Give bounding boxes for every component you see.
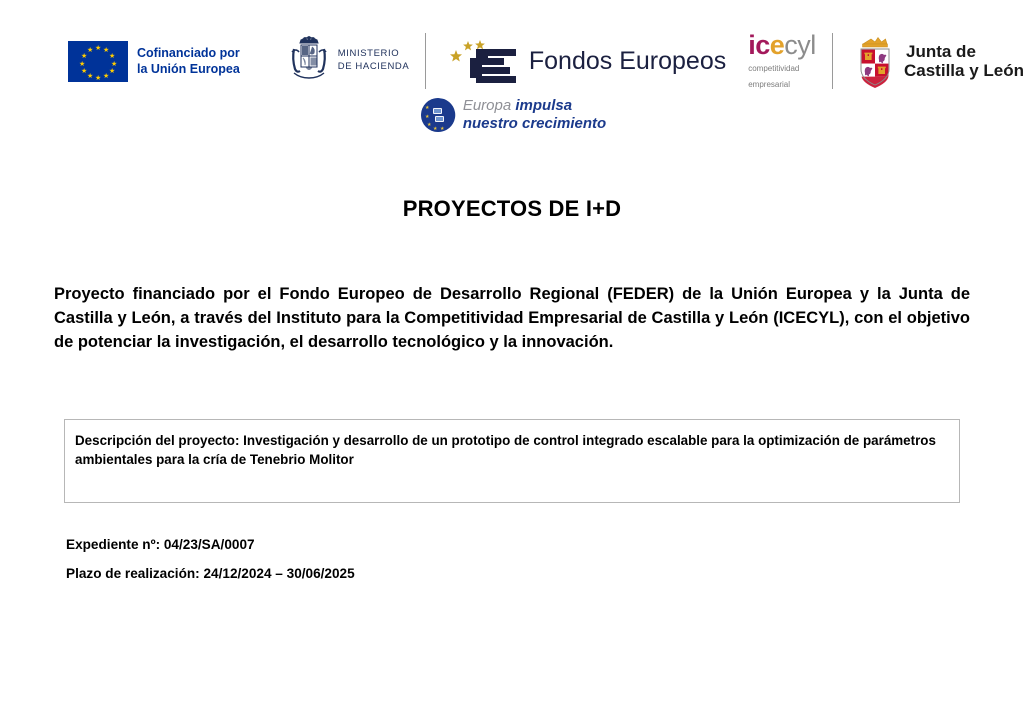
eu-logo [68, 41, 240, 82]
icecyl-logo [748, 29, 816, 91]
fondos-europeos-logo [446, 36, 726, 86]
icecyl-tagline-line1: competitividad [748, 63, 800, 73]
castilla-y-leon-shield-icon [853, 34, 897, 88]
ministerio-line1: MINISTERIO [337, 48, 400, 60]
spanish-coat-of-arms-icon [288, 35, 330, 87]
european-union-flag-icon: ★ ★ ★ ★ ★ ★ ★ ★ ★ ★ ★ ★ [68, 41, 128, 82]
icecyl-part-ic: ic [748, 29, 770, 60]
intro-paragraph: Proyecto financiado por el Fondo Europeo de Desarrollo Regional (FEDER) de la Unión Europea y la Junta de Castilla y León, a través del Instituto para la Competitividad Empresarial de Castilla y León (ICECYL), con el objetivo de potenciar la investigación, el desarrollo tecnológico y la innovación. [54, 285, 970, 351]
europa-impulsa-text [463, 97, 606, 132]
logo-divider-1 [425, 33, 426, 89]
europa-impulsa-logo [418, 96, 606, 134]
eu-logo-line1: Cofinanciado por [137, 45, 240, 60]
junta-line1: Junta de [906, 41, 976, 61]
logo-bar [0, 28, 1024, 94]
svg-text:★: ★ [424, 105, 430, 111]
eu-logo-line2: la Unión Europea [137, 62, 240, 76]
europa-impulsa-row [0, 96, 1024, 134]
project-description-box [64, 419, 960, 503]
page-title: PROYECTOS DE I+D [402, 196, 622, 221]
ministerio-logo-text [338, 48, 410, 74]
icecyl-wordmark [748, 30, 816, 60]
ministerio-logo [288, 35, 410, 87]
eu-logo-text [137, 45, 240, 78]
svg-text:★: ★ [439, 126, 445, 132]
icecyl-part-cyl: cyl [784, 29, 816, 60]
fondos-europeos-mark-icon [446, 36, 518, 86]
europa-impulsa-word-europa: Europa [462, 97, 516, 115]
fondos-europeos-label: Fondos Europeos [528, 46, 727, 75]
icecyl-part-e: e [769, 29, 785, 60]
logo-divider-2 [832, 33, 833, 89]
europa-impulsa-emblem-icon [418, 96, 458, 134]
icecyl-tagline [748, 64, 799, 89]
europa-impulsa-word-impulsa: impulsa [515, 97, 573, 115]
junta-castilla-leon-logo [853, 34, 1024, 88]
svg-text:★: ★ [432, 126, 438, 132]
svg-text:★: ★ [424, 114, 430, 120]
ministerio-line2: DE HACIENDA [337, 61, 410, 72]
europa-impulsa-line1 [463, 97, 606, 115]
plazo-field: Plazo de realización: 24/12/2024 – 30/06/2025 [66, 566, 355, 581]
expediente-field: Expediente nº: 04/23/SA/0007 [66, 537, 255, 552]
junta-line2: Castilla y León [904, 61, 1024, 80]
icecyl-tagline-line2: empresarial [748, 79, 791, 89]
project-description-text: Descripción del proyecto: Investigación y desarrollo de un prototipo de control integrado escalable para la optimización de parámetros ambientales para la cría de Tenebrio Molitor [75, 433, 936, 468]
svg-text:★: ★ [426, 122, 432, 128]
europa-impulsa-line2: nuestro crecimiento [462, 115, 607, 132]
junta-logo-text [904, 42, 1024, 80]
